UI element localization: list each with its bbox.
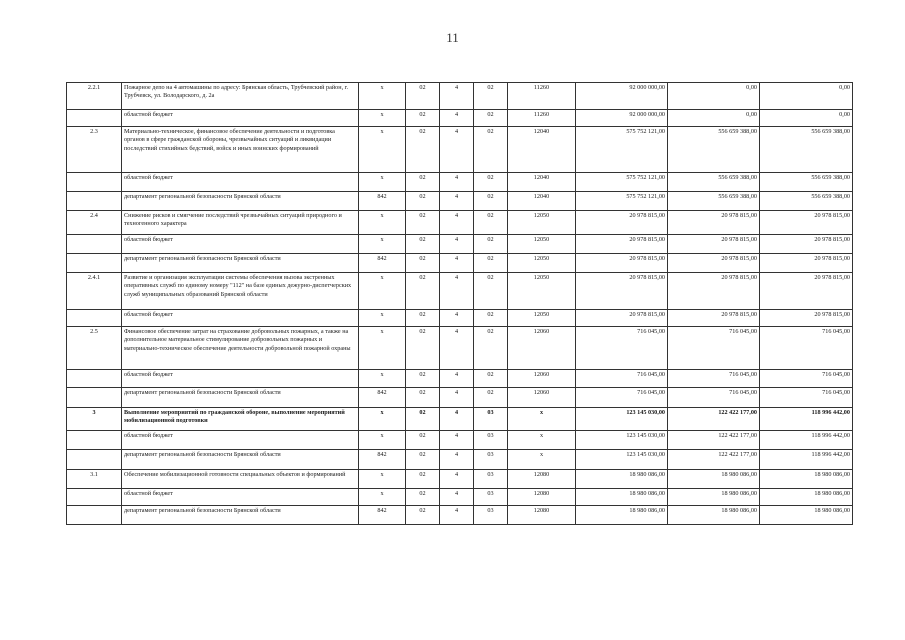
code-target: x [508,450,576,470]
row-number [67,506,122,525]
code-ministry: 842 [359,254,406,273]
amount-year-3: 556 659 388,00 [760,127,853,173]
row-number: 2.3 [67,127,122,173]
code-target: 11260 [508,83,576,110]
amount-year-3: 716 045,00 [760,370,853,388]
amount-year-2: 18 980 086,00 [668,506,760,525]
code-program: 02 [474,310,508,327]
table-row [67,83,853,110]
row-name: Снижение рисков и смягчение последствий чрезвычайных ситуаций природного и техногенного характера [122,211,359,235]
budget-table [66,82,853,525]
amount-year-3: 0,00 [760,83,853,110]
code-program: 02 [474,110,508,127]
code-target: 11260 [508,110,576,127]
code-ministry: x [359,83,406,110]
table-row [67,470,853,489]
row-number [67,450,122,470]
code-target: 12040 [508,173,576,192]
amount-year-3: 556 659 388,00 [760,173,853,192]
amount-year-2: 122 422 177,00 [668,450,760,470]
amount-year-3: 20 978 815,00 [760,310,853,327]
row-name: областной бюджет [122,235,359,254]
code-target: 12060 [508,327,576,370]
amount-year-1: 716 045,00 [576,327,668,370]
code-target: 12080 [508,470,576,489]
code-section: 02 [406,83,440,110]
table-row [67,235,853,254]
amount-year-3: 18 980 086,00 [760,506,853,525]
code-ministry: 842 [359,450,406,470]
code-program: 03 [474,489,508,506]
code-ministry: x [359,235,406,254]
amount-year-1: 18 980 086,00 [576,506,668,525]
code-subsection: 4 [440,450,474,470]
row-number [67,310,122,327]
amount-year-2: 556 659 388,00 [668,192,760,211]
code-section: 02 [406,211,440,235]
row-name: областной бюджет [122,173,359,192]
row-number: 3 [67,408,122,431]
amount-year-2: 20 978 815,00 [668,254,760,273]
amount-year-1: 716 045,00 [576,388,668,408]
code-ministry: x [359,127,406,173]
table-row [67,173,853,192]
code-subsection: 4 [440,192,474,211]
amount-year-3: 716 045,00 [760,388,853,408]
page-number: 11 [446,30,459,45]
code-subsection: 4 [440,110,474,127]
amount-year-2: 122 422 177,00 [668,408,760,431]
amount-year-1: 92 000 000,00 [576,110,668,127]
row-number [67,431,122,450]
row-name: областной бюджет [122,431,359,450]
amount-year-2: 20 978 815,00 [668,273,760,310]
amount-year-2: 20 978 815,00 [668,235,760,254]
row-name: департамент региональной безопасности Брянской области [122,192,359,211]
amount-year-2: 716 045,00 [668,327,760,370]
amount-year-3: 18 980 086,00 [760,470,853,489]
code-section: 02 [406,370,440,388]
code-program: 02 [474,83,508,110]
code-target: 12050 [508,273,576,310]
row-number [67,110,122,127]
code-section: 02 [406,110,440,127]
amount-year-1: 575 752 121,00 [576,173,668,192]
table-row [67,450,853,470]
code-target: x [508,408,576,431]
table-row [67,506,853,525]
code-ministry: x [359,489,406,506]
code-target: 12040 [508,127,576,173]
code-program: 02 [474,211,508,235]
code-ministry: x [359,408,406,431]
code-section: 02 [406,431,440,450]
table-row [67,110,853,127]
amount-year-1: 92 000 000,00 [576,83,668,110]
amount-year-1: 18 980 086,00 [576,470,668,489]
amount-year-3: 118 996 442,00 [760,450,853,470]
code-target: 12080 [508,506,576,525]
code-subsection: 4 [440,173,474,192]
code-ministry: x [359,173,406,192]
row-number [67,254,122,273]
amount-year-1: 123 145 030,00 [576,431,668,450]
amount-year-2: 20 978 815,00 [668,211,760,235]
code-section: 02 [406,489,440,506]
code-subsection: 4 [440,408,474,431]
code-target: 12040 [508,192,576,211]
row-name: департамент региональной безопасности Брянской области [122,506,359,525]
amount-year-2: 18 980 086,00 [668,470,760,489]
code-program: 02 [474,327,508,370]
table-row [67,388,853,408]
amount-year-2: 122 422 177,00 [668,431,760,450]
code-ministry: x [359,470,406,489]
code-program: 03 [474,506,508,525]
code-subsection: 4 [440,83,474,110]
table-row [67,211,853,235]
row-number: 2.2.1 [67,83,122,110]
code-section: 02 [406,450,440,470]
code-target: 12080 [508,489,576,506]
code-target: 12050 [508,211,576,235]
code-subsection: 4 [440,388,474,408]
code-subsection: 4 [440,489,474,506]
code-subsection: 4 [440,327,474,370]
table-row [67,370,853,388]
row-name: Обеспечение мобилизационной готовности специальных объектов и формирований [122,470,359,489]
code-target: x [508,431,576,450]
amount-year-1: 123 145 030,00 [576,450,668,470]
row-number [67,489,122,506]
row-name: Выполнение мероприятий по гражданской обороне, выполнение мероприятий мобилизационной подготовки [122,408,359,431]
code-target: 12050 [508,254,576,273]
code-section: 02 [406,173,440,192]
code-section: 02 [406,127,440,173]
amount-year-1: 20 978 815,00 [576,310,668,327]
code-ministry: x [359,327,406,370]
code-target: 12050 [508,310,576,327]
table-row [67,327,853,370]
code-program: 02 [474,173,508,192]
amount-year-1: 20 978 815,00 [576,235,668,254]
code-section: 02 [406,273,440,310]
row-number [67,173,122,192]
row-number: 2.5 [67,327,122,370]
row-name: Пожарное депо на 4 автомашины по адресу: Брянская область, Трубчевский район, г. Трубчевск, ул. Володарского, д. 2а [122,83,359,110]
amount-year-3: 20 978 815,00 [760,254,853,273]
code-program: 03 [474,408,508,431]
code-ministry: x [359,211,406,235]
row-number: 2.4.1 [67,273,122,310]
amount-year-1: 20 978 815,00 [576,254,668,273]
code-section: 02 [406,310,440,327]
code-subsection: 4 [440,254,474,273]
row-name: Развитие и организация эксплуатации системы обеспечения вызова экстренных оперативных служб по единому номеру "112" на базе единых дежурно-диспетчерских служб муниципальных образований Брянской области [122,273,359,310]
code-target: 12060 [508,370,576,388]
code-ministry: 842 [359,192,406,211]
code-program: 03 [474,470,508,489]
amount-year-3: 716 045,00 [760,327,853,370]
amount-year-2: 716 045,00 [668,388,760,408]
table-row [67,310,853,327]
code-ministry: 842 [359,506,406,525]
amount-year-3: 118 996 442,00 [760,431,853,450]
code-program: 02 [474,388,508,408]
amount-year-1: 716 045,00 [576,370,668,388]
code-subsection: 4 [440,235,474,254]
code-program: 03 [474,450,508,470]
code-target: 12050 [508,235,576,254]
code-section: 02 [406,506,440,525]
code-section: 02 [406,235,440,254]
table-row [67,273,853,310]
row-number [67,192,122,211]
code-program: 02 [474,370,508,388]
code-ministry: x [359,273,406,310]
row-number: 3.1 [67,470,122,489]
table-row [67,408,853,431]
code-program: 02 [474,235,508,254]
row-number [67,388,122,408]
code-subsection: 4 [440,310,474,327]
amount-year-2: 0,00 [668,110,760,127]
code-section: 02 [406,192,440,211]
row-number [67,370,122,388]
row-name: Финансовое обеспечение затрат на страхование добровольных пожарных, а также на дополнительное материальное стимулирование добровольных пожарных и материально-техническое обеспечение деятельности добровольной пожарной охраны [122,327,359,370]
row-name: областной бюджет [122,370,359,388]
code-program: 02 [474,192,508,211]
row-number: 2.4 [67,211,122,235]
code-section: 02 [406,254,440,273]
table-row [67,431,853,450]
row-number [67,235,122,254]
code-ministry: 842 [359,388,406,408]
code-section: 02 [406,470,440,489]
amount-year-2: 0,00 [668,83,760,110]
amount-year-3: 556 659 388,00 [760,192,853,211]
row-name: департамент региональной безопасности Брянской области [122,254,359,273]
row-name: областной бюджет [122,310,359,327]
code-subsection: 4 [440,127,474,173]
code-section: 02 [406,388,440,408]
code-subsection: 4 [440,431,474,450]
code-subsection: 4 [440,211,474,235]
amount-year-3: 20 978 815,00 [760,235,853,254]
code-subsection: 4 [440,273,474,310]
amount-year-1: 123 145 030,00 [576,408,668,431]
amount-year-1: 575 752 121,00 [576,127,668,173]
code-section: 02 [406,408,440,431]
table-row [67,192,853,211]
amount-year-3: 118 996 442,00 [760,408,853,431]
code-subsection: 4 [440,506,474,525]
row-name: департамент региональной безопасности Брянской области [122,450,359,470]
code-ministry: x [359,310,406,327]
amount-year-2: 556 659 388,00 [668,127,760,173]
code-program: 02 [474,273,508,310]
row-name: областной бюджет [122,489,359,506]
code-target: 12060 [508,388,576,408]
code-ministry: x [359,370,406,388]
row-name: департамент региональной безопасности Брянской области [122,388,359,408]
amount-year-1: 20 978 815,00 [576,211,668,235]
table-row [67,127,853,173]
amount-year-3: 20 978 815,00 [760,211,853,235]
amount-year-2: 556 659 388,00 [668,173,760,192]
code-program: 03 [474,431,508,450]
code-program: 02 [474,127,508,173]
row-name: Материально-техническое, финансовое обеспечение деятельности и подготовка органов в сфере гражданской обороны, чрезвычайных ситуаций и ликвидации последствий стихийных бедствий, войск и иных воинских формирований [122,127,359,173]
amount-year-1: 575 752 121,00 [576,192,668,211]
amount-year-2: 18 980 086,00 [668,489,760,506]
amount-year-1: 18 980 086,00 [576,489,668,506]
code-ministry: x [359,110,406,127]
code-subsection: 4 [440,370,474,388]
row-name: областной бюджет [122,110,359,127]
amount-year-3: 0,00 [760,110,853,127]
code-ministry: x [359,431,406,450]
code-section: 02 [406,327,440,370]
amount-year-3: 20 978 815,00 [760,273,853,310]
table-row [67,489,853,506]
code-program: 02 [474,254,508,273]
amount-year-2: 716 045,00 [668,370,760,388]
table-row [67,254,853,273]
amount-year-2: 20 978 815,00 [668,310,760,327]
code-subsection: 4 [440,470,474,489]
amount-year-1: 20 978 815,00 [576,273,668,310]
amount-year-3: 18 980 086,00 [760,489,853,506]
